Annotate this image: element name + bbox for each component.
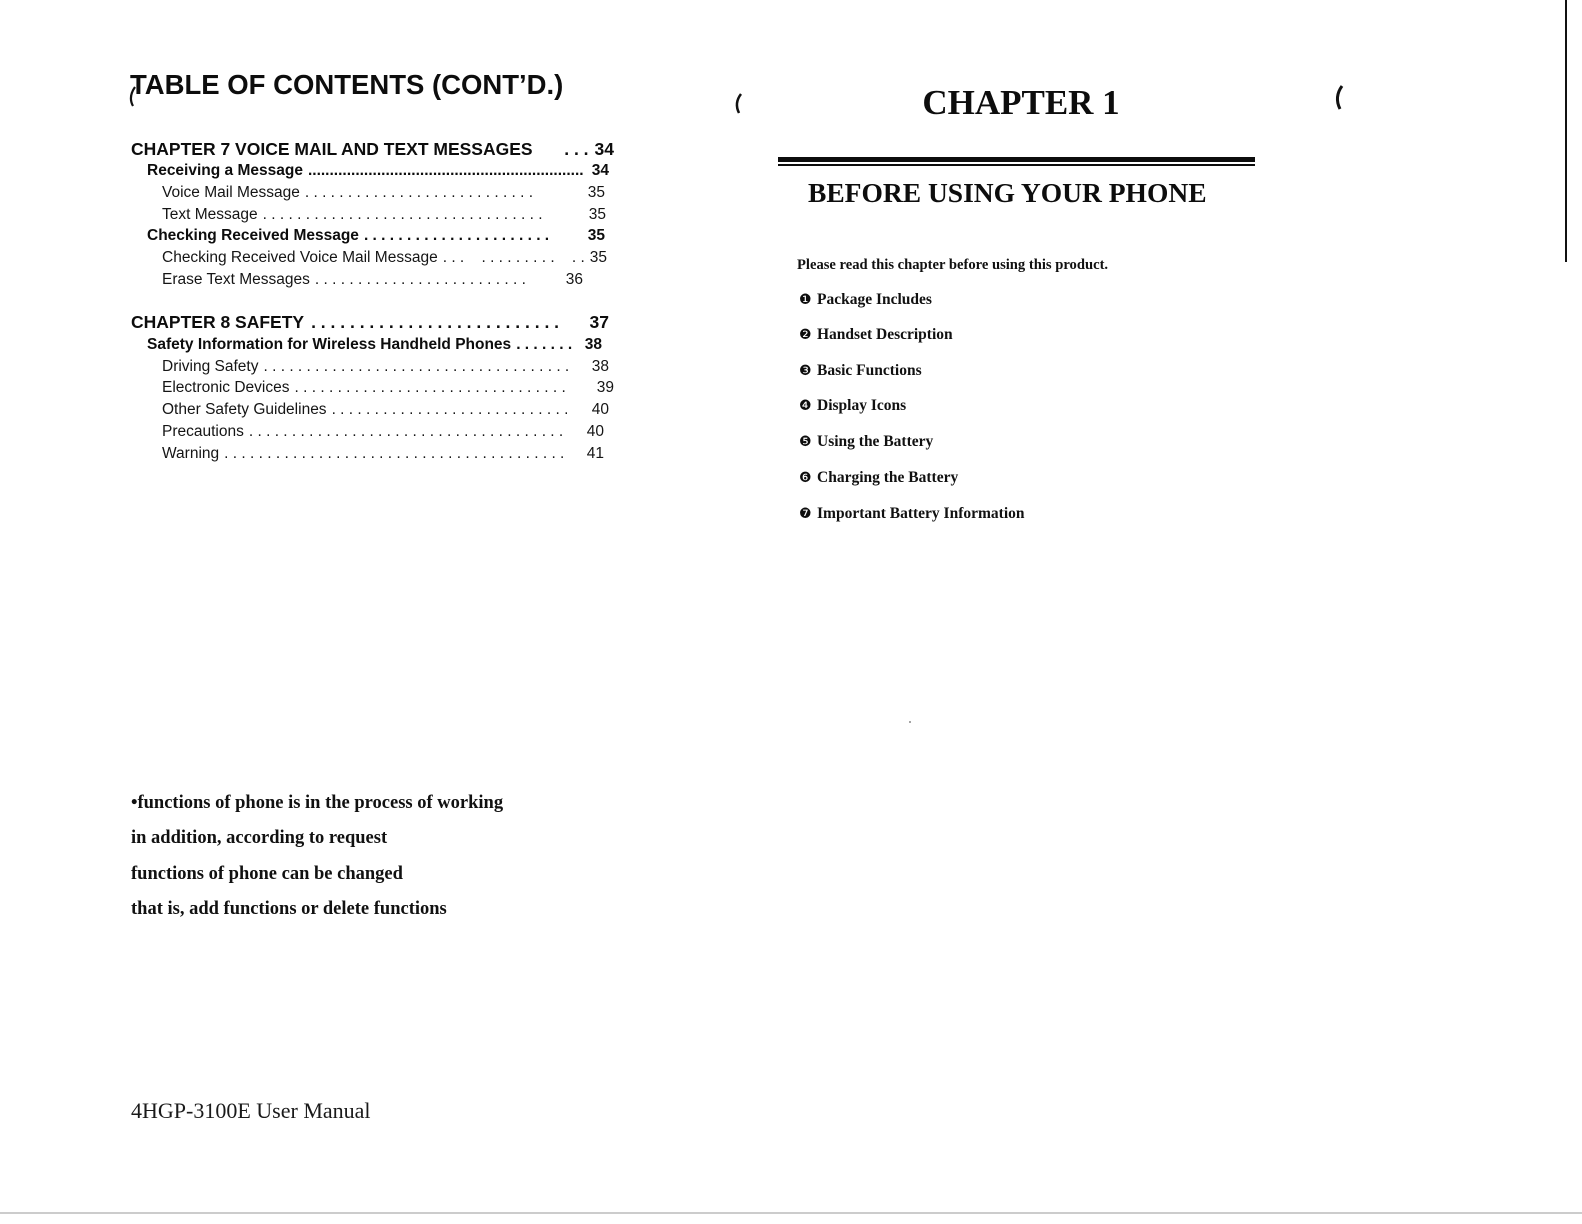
chapter-topic-item <box>799 290 932 310</box>
toc-section-entry <box>147 226 605 246</box>
circled-number-icon: ❷ <box>799 327 812 343</box>
toc-subsection-entry <box>162 183 605 203</box>
toc-leader: . . . . . . . . . . . . . . <box>442 249 585 266</box>
chapter-rule-thin <box>778 164 1255 166</box>
toc-page-number: 35 <box>587 227 605 244</box>
topic-label: Basic Functions <box>817 362 922 379</box>
toc-leader: . . . <box>564 139 589 159</box>
toc-chapter-entry <box>131 138 614 160</box>
toc-leader: . . . . . . . . . . . . . . . . . . . . . . . . . . . . . . . . . <box>262 206 543 223</box>
toc-page-number: 39 <box>596 379 614 396</box>
topic-label: Important Battery Information <box>817 505 1025 522</box>
note-line: that is, add functions or delete functions <box>131 899 447 919</box>
chapter-topic-item <box>799 504 1025 524</box>
toc-entry-title: Checking Received Message <box>147 227 359 244</box>
toc-leader: . . . . . . . . . . . . . . . . . . . . . . . . . . . . . . . . <box>294 379 566 396</box>
chapter-label: CHAPTER 1 <box>922 83 1120 122</box>
toc-entry-title: CHAPTER 8 SAFETY <box>131 312 305 332</box>
toc-section-entry <box>147 335 602 355</box>
toc-page-number: 38 <box>591 358 609 375</box>
toc-leader: . . . . . . . . . . . . . . . . . . . . . . . . . . . . <box>331 401 569 418</box>
circled-number-icon: ❸ <box>799 363 812 379</box>
toc-subsection-entry <box>162 270 583 290</box>
toc-subsection-entry <box>162 205 606 225</box>
chapter-topic-item <box>799 396 906 416</box>
toc-leader: . . . . . . . . . . . . . . . . . . . . . . . . . . . . . . . . . . . . . <box>248 423 564 440</box>
toc-entry-title: Precautions <box>162 423 244 440</box>
circled-number-icon: ❻ <box>799 470 812 486</box>
circled-number-icon: ❹ <box>799 398 812 414</box>
chapter-topic-item <box>799 361 922 381</box>
toc-leader: . . . . . . . <box>516 336 573 353</box>
circled-number-icon: ❺ <box>799 434 812 450</box>
toc-entry-title: Driving Safety <box>162 358 259 375</box>
toc-subsection-entry <box>162 357 609 377</box>
toc-chapter-entry <box>131 311 609 333</box>
right-page <box>760 0 1582 1224</box>
toc-entry-title: CHAPTER 7 VOICE MAIL AND TEXT MESSAGES <box>131 139 533 159</box>
toc-subsection-entry <box>162 444 604 464</box>
chapter-title: BEFORE USING YOUR PHONE <box>808 177 1207 208</box>
toc-subsection-entry <box>162 422 604 442</box>
toc-subsection-entry <box>162 248 607 268</box>
toc-leader: . . . . . . . . . . . . . . . . . . . . . . . . . . <box>311 312 560 332</box>
toc-entry-title: Receiving a Message <box>147 162 303 179</box>
toc-leader: . . . . . . . . . . . . . . . . . . . . . . <box>363 227 550 244</box>
toc-subsection-entry <box>162 378 614 398</box>
toc-leader: . . . . . . . . . . . . . . . . . . . . . . . . . . . . . . . . . . . . . . . . <box>224 445 565 462</box>
circled-number-icon: ❼ <box>799 506 812 522</box>
toc-page-number: 40 <box>591 401 609 418</box>
page-footer: 4HGP-3100E User Manual <box>131 1098 371 1123</box>
circled-number-icon: ❶ <box>799 292 812 308</box>
page-title: TABLE OF CONTENTS (CONT’D.) <box>130 69 564 100</box>
chapter-rule-thick <box>778 157 1255 162</box>
topic-label: Using the Battery <box>817 433 934 450</box>
left-page <box>0 0 760 1224</box>
toc-page-number: 34 <box>591 162 609 179</box>
toc-page-number: 35 <box>587 184 605 201</box>
chapter-topic-item <box>799 325 953 345</box>
toc-leader: . . . . . . . . . . . . . . . . . . . . . . . . . . . <box>304 184 534 201</box>
note-line: functions of phone can be changed <box>131 864 403 884</box>
toc-page-number: 37 <box>589 312 609 332</box>
toc-page-number: 34 <box>594 139 614 159</box>
toc-entry-title: Checking Received Voice Mail Message <box>162 249 438 266</box>
toc-leader: ................................................................ <box>307 162 584 179</box>
note-line: in addition, according to request <box>131 828 388 848</box>
chapter-intro: Please read this chapter before using this product. <box>797 257 1109 273</box>
chapter-topic-item <box>799 468 958 488</box>
toc-entry-title: Electronic Devices <box>162 379 290 396</box>
toc-page-number: 38 <box>584 336 602 353</box>
topic-label: Display Icons <box>817 397 907 414</box>
toc-entry-title: Voice Mail Message <box>162 184 300 201</box>
toc-leader: . . . . . . . . . . . . . . . . . . . . . . . . . <box>314 271 526 288</box>
topic-label: Handset Description <box>817 326 953 343</box>
toc-entry-title: Safety Information for Wireless Handheld Phones <box>147 336 512 353</box>
toc-page-number: 36 <box>565 271 583 288</box>
toc-entry-title: Text Message <box>162 206 258 223</box>
toc-page-number: 41 <box>586 445 604 462</box>
toc-section-entry <box>147 161 609 181</box>
toc-page-number: 35 <box>588 206 606 223</box>
toc-leader: . . . . . . . . . . . . . . . . . . . . . . . . . . . . . . . . . . . . <box>263 358 570 375</box>
chapter-topic-item <box>799 432 933 452</box>
toc-entry-title: Warning <box>162 445 220 462</box>
toc-entry-title: Other Safety Guidelines <box>162 401 327 418</box>
topic-label: Charging the Battery <box>817 469 959 486</box>
toc-page-number: 40 <box>586 423 604 440</box>
toc-page-number: 35 <box>589 249 607 266</box>
toc-entry-title: Erase Text Messages <box>162 271 310 288</box>
note-line: •functions of phone is in the process of working <box>131 793 504 813</box>
toc-subsection-entry <box>162 400 609 420</box>
topic-label: Package Includes <box>817 291 932 308</box>
